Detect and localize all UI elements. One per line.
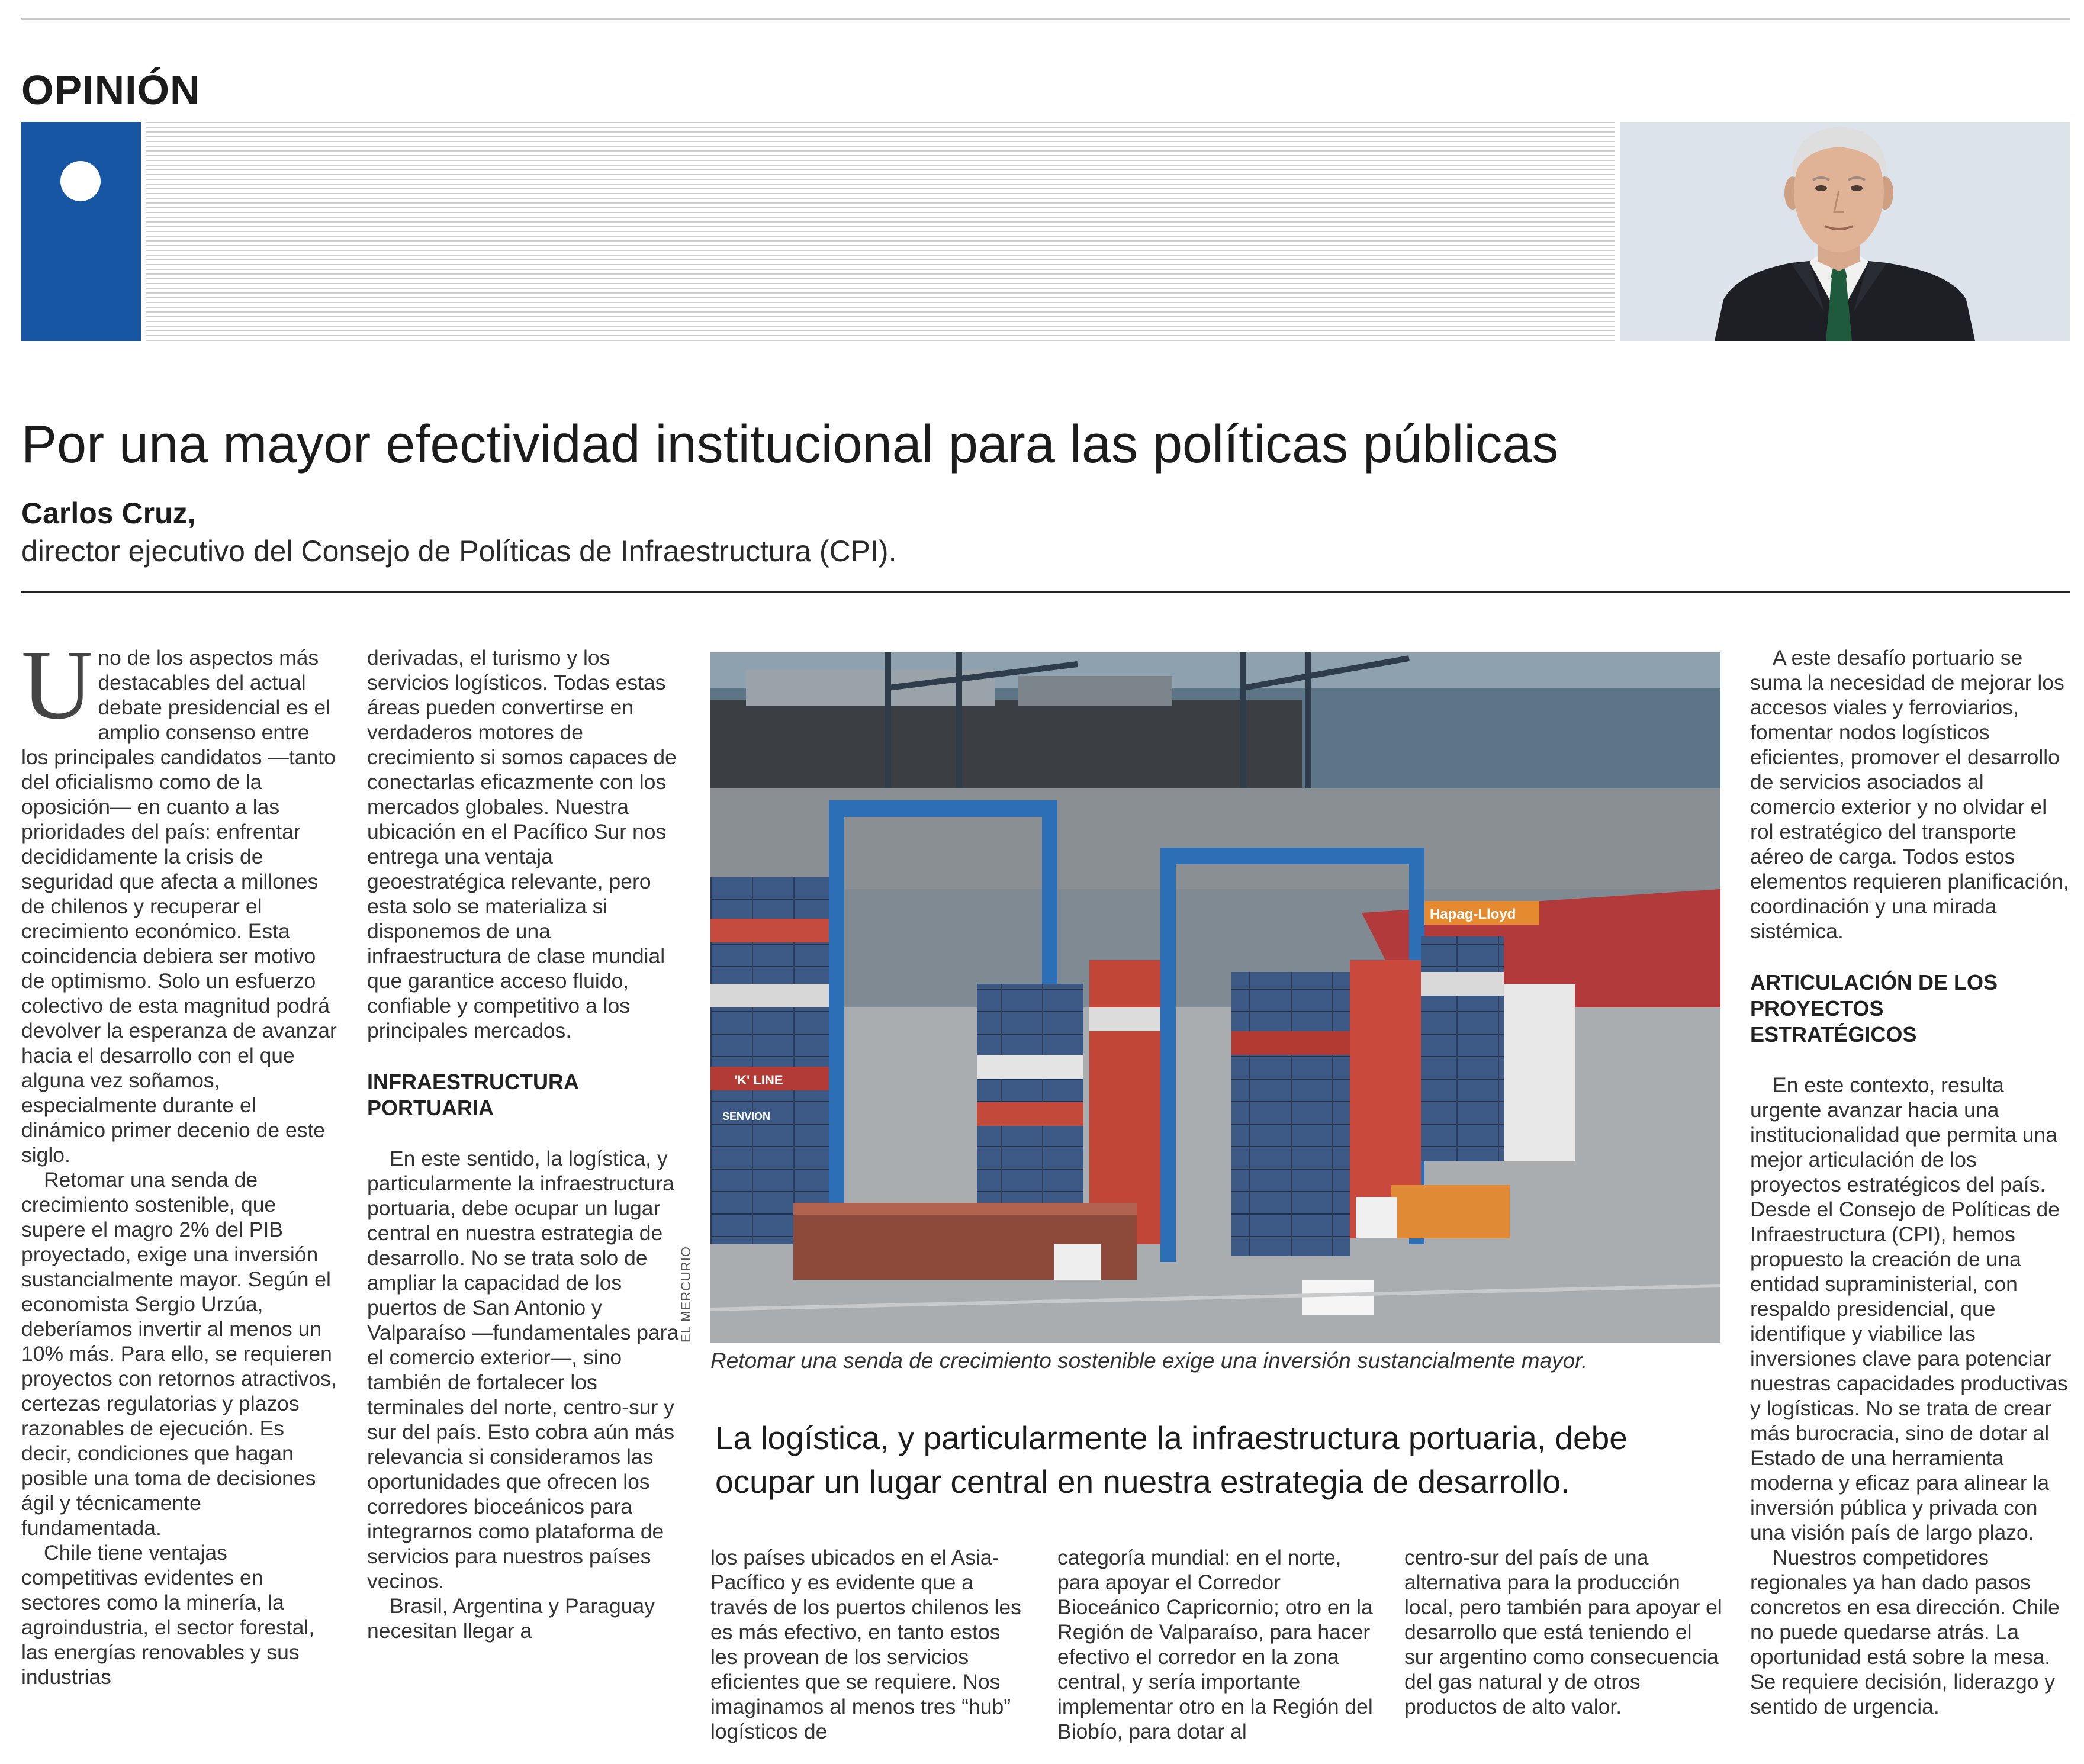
paragraph: categoría mundial: en el norte, para apoyar el Corredor Bioceánico Capricornio; otro en la Región de Valparaíso, para hacer efectivo el corredor en la zona central, y sería importante implementar otro en la Región del Biobío, para dotar al	[1057, 1546, 1373, 1743]
article-headline: Por una mayor efectividad institucional para las políticas públicas	[21, 415, 1559, 474]
paragraph: los países ubicados en el Asia-Pacífico y es evidente que a través de los puertos chilenos les es más efectivo, en tanto estos les provean de los servicios eficientes que se requiere. Nos imaginamos al menos tres “hub” logísticos de	[710, 1546, 1021, 1743]
pull-quote: La logística, y particularmente la infraestructura portuaria, debe ocupar un lugar central en nuestra estrategia de desarrollo.	[715, 1419, 1628, 1500]
paragraph: En este sentido, la logística, y particularmente la infraestructura portuaria, debe ocupar un lugar central en nuestra estrategia de desarrollo. No se trata solo de ampliar la capacidad de los puertos de San Antonio y Valparaíso —fundamentales para el comercio exterior—, sino también de fortalecer los terminales del norte, centro-sur y sur del país. Esto cobra aún más relevancia si consideramos las oportunidades que ofrecen los corredores bioceánicos para integrarnos como plataforma de servicios para nuestros países vecinos.	[367, 1147, 679, 1593]
author-name: Carlos Cruz,	[21, 497, 196, 530]
paragraph: Chile tiene ventajas competitivas evidentes en sectores como la minería, la agroindustria, el sector forestal, las energías renovables y sus industrias	[21, 1541, 315, 1689]
article-column-5	[1404, 1545, 1724, 1719]
container-label: 'K' LINE	[734, 1073, 783, 1087]
paragraph: centro-sur del país de una alternativa para la producción local, pero también para apoyar el desarrollo que está teniendo el sur argentino como consecuencia del gas natural y de otros productos de alto valor.	[1404, 1546, 1722, 1718]
port-photo	[710, 652, 1720, 1343]
paragraph: Nuestros competidores regionales ya han dado pasos concretos en esa dirección. Chile no puede quedarse atrás. La oportunidad está sobre la mesa. Se requiere decisión, liderazgo y sentido de urgencia.	[1750, 1546, 2060, 1718]
drop-cap: U	[21, 630, 94, 740]
author-portrait	[1620, 122, 2070, 341]
photo-caption: Retomar una senda de crecimiento sostenible exige una inversión sustancialmente mayor.	[710, 1348, 1588, 1373]
ship-logo-label: Hapag-Lloyd	[1430, 906, 1516, 922]
article-column-4	[1057, 1545, 1377, 1744]
section-banner-block	[21, 122, 141, 341]
container-label: SENVION	[722, 1110, 771, 1122]
paragraph: Brasil, Argentina y Paraguay necesitan llegar a	[367, 1594, 655, 1643]
section-banner-lines	[146, 122, 1615, 341]
paragraph: Retomar una senda de crecimiento sostenible, que supere el magro 2% del PIB proyectado, exige una inversión sustancialmente mayor. Según el economista Sergio Urzúa, deberíamos invertir al menos un 10% más. Para ello, se requieren proyectos con retornos atractivos, certezas regulatorias y plazos razonables de ejecución. Es decir, condiciones que hagan posible una toma de decisiones ágil y técnicamente fundamentada.	[21, 1168, 337, 1540]
article-column-6	[1750, 645, 2070, 1719]
article-column-2	[367, 645, 684, 1643]
header-rule	[21, 591, 2070, 593]
subheading: INFRAESTRUCTURA PORTUARIA	[367, 1070, 578, 1120]
paragraph: A este desafío portuario se suma la necesidad de mejorar los accesos viales y ferroviarios, fomentar nodos logísticos eficientes, promover el desarrollo de servicios asociados al comercio exterior y no olvidar el rol estratégico del transporte aéreo de carga. Todos estos elementos requieren planificación, coordinación y una mirada sistémica.	[1750, 646, 2069, 943]
author-role: director ejecutivo del Consejo de Políticas de Infraestructura (CPI).	[21, 535, 897, 568]
paragraph: no de los aspectos más destacables del actual debate presidencial es el amplio consenso entre los principales candidatos —tanto del oficialismo como de la oposición— en cuanto a las prioridades del país: enfrentar decididamente la crisis de seguridad que afecta a millones de chilenos y recuperar el crecimiento económico. Esta coincidencia debiera ser motivo de optimismo. Solo un esfuerzo colectivo de esta magnitud podrá devolver la esperanza de avanzar hacia el desarrollo con el que alguna vez soñamos, especialmente durante el dinámico primer decenio de este siglo.	[21, 646, 337, 1167]
paragraph: En este contexto, resulta urgente avanzar hacia una institucionalidad que permita una mejor articulación de los proyectos estratégicos del país. Desde el Consejo de Políticas de Infraestructura (CPI), hemos propuesto la creación de una entidad supraministerial, con respaldo presidencial, que identifique y viabilice las inversiones clave para potenciar nuestras capacidades productivas y logísticas. No se trata de crear más burocracia, sino de dotar al Estado de una herramienta moderna y eficaz para alinear la inversión pública y privada con una visión país de largo plazo.	[1750, 1073, 2068, 1544]
top-rule	[21, 18, 2070, 20]
bullet-dot-icon	[60, 161, 101, 201]
photo-credit: EL MERCURIO	[678, 1246, 693, 1343]
author-portrait-illustration	[1620, 122, 2070, 341]
article-column-1	[21, 630, 339, 1689]
article-column-3	[710, 1545, 1030, 1744]
section-label: OPINIÓN	[21, 67, 201, 113]
subheading: ARTICULACIÓN DE LOS PROYECTOS ESTRATÉGICOS	[1750, 970, 1998, 1047]
port-photo-illustration	[710, 652, 1720, 1343]
paragraph: derivadas, el turismo y los servicios logísticos. Todas estas áreas pueden convertirse en verdaderos motores de crecimiento si somos capaces de conectarlas eficazmente con los mercados globales. Nuestra ubicación en el Pacífico Sur nos entrega una ventaja geoestratégica relevante, pero esta solo se materializa si disponemos de una infraestructura de clase mundial que garantice acceso fluido, confiable y competitivo a los principales mercados.	[367, 646, 677, 1042]
